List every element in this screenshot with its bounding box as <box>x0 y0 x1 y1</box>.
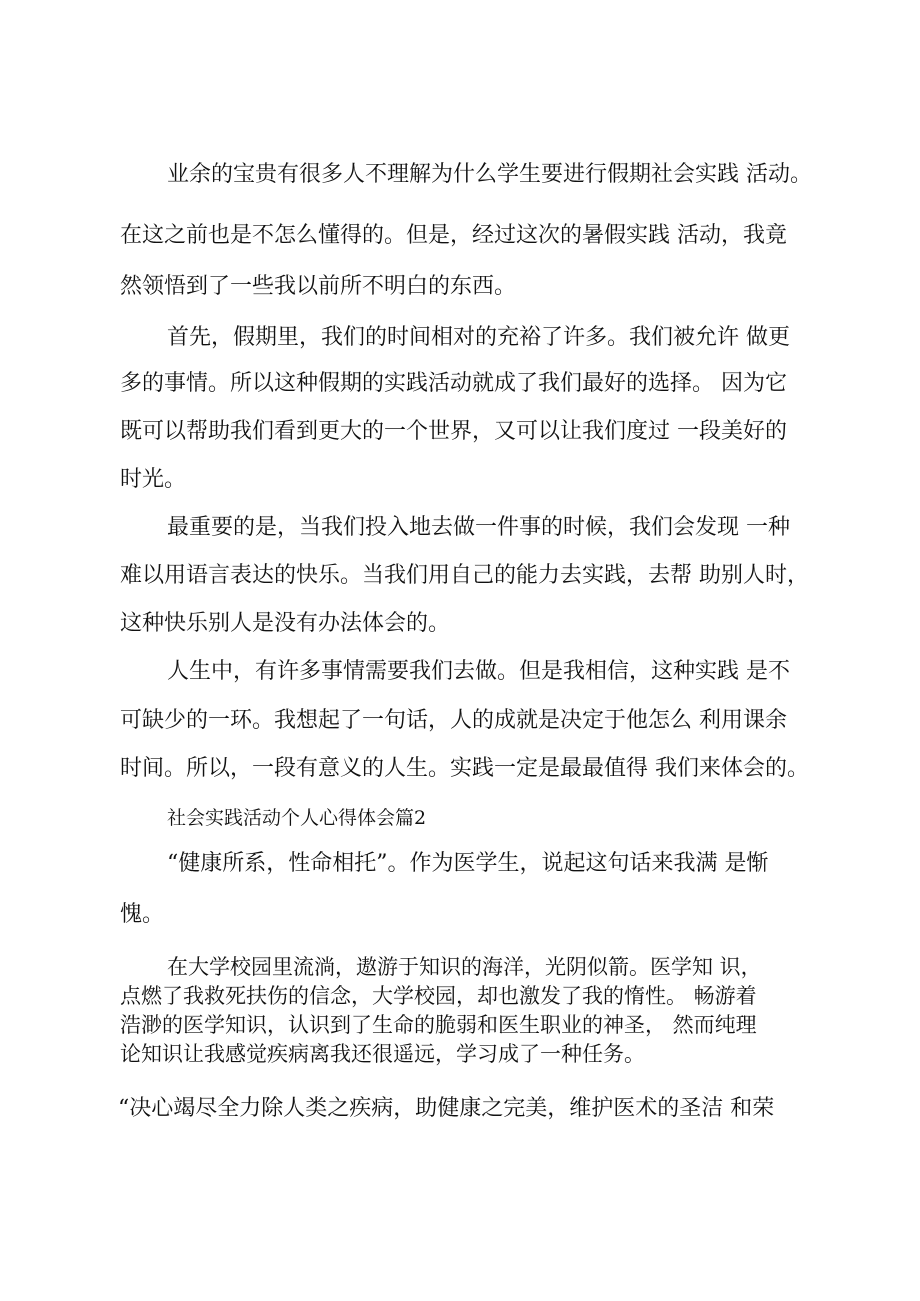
section2-paragraph-2-line-3: 浩渺的医学知识，认识到了生命的脆弱和医生职业的神圣， 然而纯理 <box>120 1013 757 1037</box>
section2-paragraph-1-line-1: “健康所系，性命相托”。作为医学生，说起这句话来我满 是惭 <box>167 851 769 876</box>
paragraph-3-line-2: 难以用语言表达的快乐。当我们用自己的能力去实践，去帮 助别人时， <box>120 563 809 588</box>
paragraph-2-line-3: 既可以帮助我们看到更大的一个世界，又可以让我们度过 一段美好的 <box>120 419 787 444</box>
paragraph-2-line-4: 时光。 <box>120 467 187 492</box>
paragraph-4-line-2: 可缺少的一环。我想起了一句话，人的成就是决定于他怎么 利用课余 <box>120 708 787 733</box>
paragraph-1-line-1: 业余的宝贵有很多人不理解为什么学生要进行假期社会实践 活动。 <box>167 162 812 187</box>
paragraph-2-line-1: 首先，假期里，我们的时间相对的充裕了许多。我们被允许 做更 <box>167 325 790 350</box>
section-heading: 社会实践活动个人心得体会篇2 <box>167 807 427 829</box>
paragraph-1-line-2: 在这之前也是不怎么懂得的。但是，经过这次的暑假实践 活动，我竟 <box>120 223 787 248</box>
paragraph-3-line-3: 这种快乐别人是没有办法体会的。 <box>120 611 451 636</box>
paragraph-3-line-1: 最重要的是，当我们投入地去做一件事的时候，我们会发现 一种 <box>167 515 790 540</box>
section2-paragraph-2-line-2: 点燃了我救死扶伤的信念，大学校园，却也激发了我的惰性。 畅游着 <box>120 984 757 1008</box>
paragraph-4-line-3: 时间。所以，一段有意义的人生。实践一定是最最值得 我们来体会的。 <box>120 756 809 781</box>
section2-paragraph-3-line-1: “决心竭尽全力除人类之疾病，助健康之完美，维护医术的圣洁 和荣 <box>118 1096 775 1121</box>
paragraph-1-line-3: 然领悟到了一些我以前所不明白的东西。 <box>120 274 517 299</box>
section2-paragraph-2-line-1: 在大学校园里流淌，遨游于知识的海洋，光阴似箭。医学知 识， <box>167 955 762 979</box>
section2-paragraph-1-line-2: 愧。 <box>120 902 165 927</box>
paragraph-2-line-2: 多的事情。所以这种假期的实践活动就成了我们最好的选择。 因为它 <box>120 371 787 396</box>
paragraph-4-line-1: 人生中，有许多事情需要我们去做。但是我相信，这种实践 是不 <box>167 659 790 684</box>
section2-paragraph-2-line-4: 论知识让我感觉疾病离我还很遥远，学习成了一种任务。 <box>120 1042 645 1066</box>
